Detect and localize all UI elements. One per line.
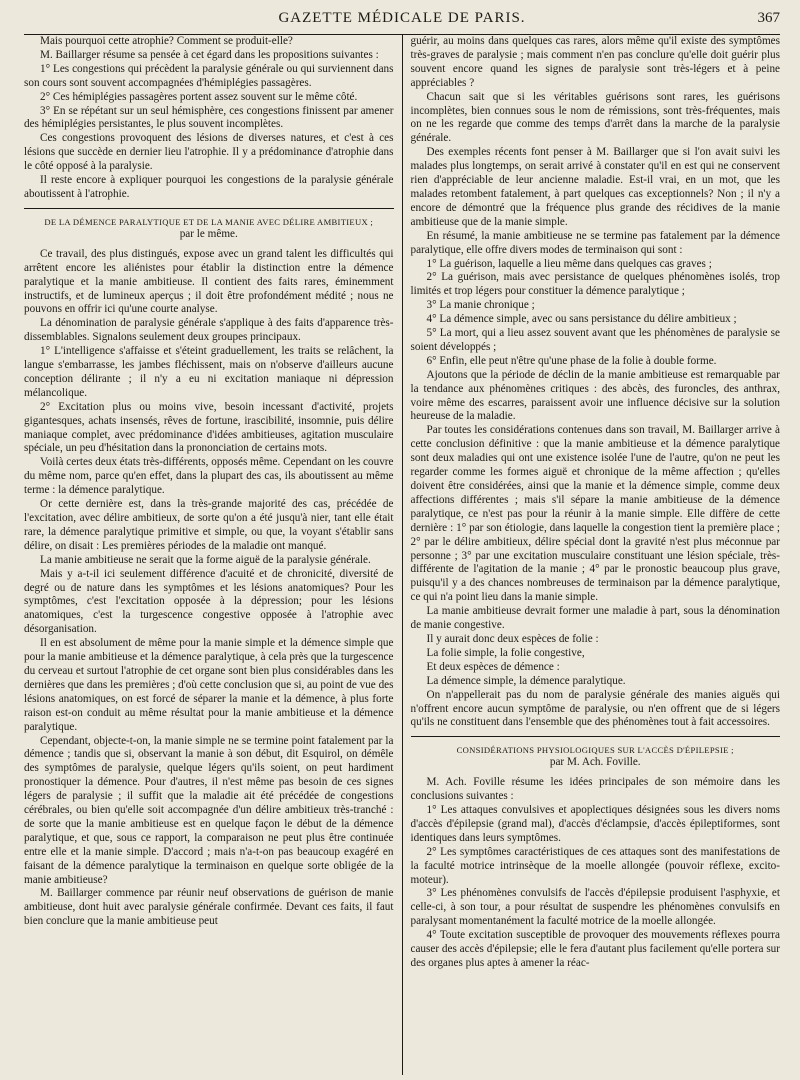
paragraph: Il en est absolument de même pour la manie simple et la démence simple que pour la manie ambitieuse et la démence paralytique, à cela près que la turgescence du cerveau et surtout l'atrophie de cet organe sont bien plus considérables dans les dernières que dans les premières ; d'où cette conclusion que si, au point de vue des lésions anatomiques, on est forcé de séparer la manie et la démence, à plus forte raison est-on conduit au même résultat pour la manie ambitieuse et la démence paralytique. — [24, 637, 394, 733]
paragraph: M. Baillarger commence par réunir neuf observations de guérison de manie ambitieuse, dont huit avec paralysie générale confirmée. Devant ces faits, il faut bien conclure que la manie ambitieuse peut — [24, 887, 394, 928]
paragraph: Ajoutons que la période de déclin de la manie ambitieuse est remarquable par la tendance aux phénomènes critiques : des abcès, des furoncles, des anthrax, voire même des escarres, paraissent avoir une influence décisive sur la solution heureuse de la maladie. — [410, 368, 780, 423]
paragraph: Par toutes les considérations contenues dans son travail, M. Baillarger arrive à cette conclusion définitive : que la manie ambitieuse et la démence paralytique sont deux maladies qui ont une existence isolée l'une de l'autre, qu'on ne peut les regarder comme les formes aiguë et chronique de la même affection ; qu'elles doivent être considérées, ainsi que la manie et la démence simple, comme deux affections différentes ; mais s'il sépare la manie ambitieuse de la démence paralytique, ce n'est pas pour la réunir à la manie simple. Elle diffère de cette dernière : 1° par son étiologie, dans laquelle la congestion tient la première place ; 2° par le délire ambitieux, délire spécial dont la gravité n'est plus méconnue par personne ; 3° par une excitation musculaire constituant une lésion spéciale, très-différente de l'agitation de la manie ; 4° par le pronostic beaucoup plus grave, puisqu'il y a des chances nombreuses de terminaison par la démence paralytique, ce qui n'a point lieu dans la manie simple. — [410, 424, 780, 604]
list-item: 1° Les attaques convulsives et apoplectiques désignées sous les divers noms d'accès d'épilepsie (grand mal), d'accès d'éclampsie, d'accès épileptiformes, sont identiques dans leurs symptômes. — [410, 804, 780, 844]
list-item: 2° Les symptômes caractéristiques de ces attaques sont des manifestations de la faculté motrice intrinsèque de la moelle allongée (pouvoir réflexe, excito-moteur). — [410, 845, 780, 886]
paragraph: 2° Excitation plus ou moins vive, besoin incessant d'activité, projets gigantesques, achats insensés, rêves de fortune, irascibilité, insomnie, puis délire maniaque complet, avec prédominance d'idées ambitieuses, agitation musculaire spéciale, un peu d'hésitation dans la prononciation de certains mots. — [24, 400, 394, 455]
left-column — [24, 35, 402, 1075]
paragraph: 2° Ces hémiplégies passagères portent assez souvent sur le même côté. — [40, 90, 358, 103]
paragraph: M. Baillarger résume sa pensée à cet égard dans les propositions suivantes : — [40, 48, 379, 61]
list-item: 4° La démence simple, avec ou sans persistance du délire ambitieux ; — [426, 313, 737, 326]
paragraph: Ce travail, des plus distingués, expose avec un grand talent les difficultés qui arrêtent encore les aliénistes pour établir la distinction entre la démence paralytique et la manie ambitieuse. Il contient des faits rares, éminemment instructifs, et de lumineux aperçus ; il doit être profondément médité ; nous ne pouvons en offrir ici qu'une courte analyse. — [24, 247, 394, 316]
paragraph: 1° L'intelligence s'affaisse et s'éteint graduellement, les traits se relâchent, la langue s'embarrasse, les jambes fléchissent, mais on n'observe d'ailleurs aucune conception délirante ; il n'y a eu ni excitation maniaque ni dépression mélancolique. — [24, 345, 394, 399]
paragraph: Et deux espèces de démence : — [426, 660, 560, 673]
paragraph: Des exemples récents font penser à M. Baillarger que si l'on avait suivi les malades plus longtemps, on serait arrivé à constater qu'il en est qui ne conservent rien d'appréciable de leur ancienne maladie. Est-il vrai, en un mot, que les malades retombent fatalement, à part quelques cas exceptionnels? Non ; il n'y a encore de démontré que la fréquence plus grande des récidives de la manie ambitieuse que de la manie simple. — [410, 146, 780, 228]
list-item: 2° La guérison, mais avec persistance de quelques phénomènes isolés, trop limités et trop légers pour constituer la démence paralytique ; — [410, 271, 780, 298]
paragraph: La dénomination de paralysie générale s'applique à des faits d'apparence très-dissemblables. Signalons seulement deux groupes principaux. — [24, 317, 394, 344]
paragraph: La manie ambitieuse ne serait que la forme aiguë de la paralysie générale. — [40, 553, 371, 566]
paragraph: Ces congestions provoquent des lésions de diverses natures, et c'est à ces lésions que succède en dernier lieu l'atrophie. Il y a prédominance d'atrophie dans le côté opposé à la paralysie. — [24, 132, 394, 173]
list-item: 5° La mort, qui a lieu assez souvent avant que les phénomènes de paralysie se soient développés ; — [410, 327, 780, 353]
paragraph: En résumé, la manie ambitieuse ne se termine pas fatalement par la démence paralytique, elle offre divers modes de terminaison qui sont : — [410, 229, 780, 256]
section-heading: CONSIDÉRATIONS PHYSIOLOGIQUES SUR L'ACCÈS D'ÉPILEPSIE ; — [456, 745, 734, 756]
right-column — [403, 35, 781, 1075]
paragraph: guérir, au moins dans quelques cas rares, alors même qu'il existe des symptômes très-graves de paralysie ; mais comment n'en pas conclure qu'elle doit guérir plus souvent encore quand les signes de paralysie sont très-légers et à peine appréciables ? — [410, 35, 780, 89]
paragraph: 3° En se répétant sur un seul hémisphère, ces congestions finissent par amener des hémiplégies persistantes, le plus souvent incomplètes. — [24, 104, 394, 131]
page-number: 367 — [757, 10, 780, 26]
list-item: 3° La manie chronique ; — [426, 299, 535, 312]
paragraph: On n'appellerait pas du nom de paralysie générale des manies aiguës qui n'offrent encore aucun symptôme de paralysie, ou n'en offrent que de si légers qu'ils ne constituent dans l'ensemble que des phénomènes tout à fait accessoires. — [410, 688, 780, 729]
list-item: 1° La guérison, laquelle a lieu même dans quelques cas graves ; — [426, 257, 712, 270]
paragraph: M. Ach. Foville résume les idées principales de son mémoire dans les conclusions suivantes : — [410, 776, 780, 803]
paragraph: La folie simple, la folie congestive, — [426, 646, 585, 659]
section-divider — [24, 208, 394, 209]
list-item: 4° Toute excitation susceptible de provoquer des mouvements réflexes pourra causer des accès d'épilepsie; elle le fera d'autant plus facilement qu'elle portera sur des organes plus aptes à amener la réac- — [410, 929, 780, 969]
section-author: par le même. — [179, 227, 238, 240]
paragraph: La démence simple, la démence paralytique. — [426, 674, 626, 687]
paragraph: Mais pourquoi cette atrophie? Comment se produit-elle? — [40, 35, 293, 47]
journal-title: GAZETTE MÉDICALE DE PARIS. — [278, 10, 526, 26]
paragraph: La manie ambitieuse devrait former une maladie à part, sous la dénomination de manie congestive. — [410, 605, 780, 632]
paragraph: Or cette dernière est, dans la très-grande majorité des cas, précédée de l'excitation, avec délire ambitieux, de sorte qu'on a été jusqu'à nier, tant elle était rare, la démence paralytique primitive et simple, ou que, la voyant s'établir sans délire, on disait : Les premières périodes de la maladie ont manqué. — [24, 498, 394, 552]
paragraph: Il reste encore à expliquer pourquoi les congestions de la paralysie générale aboutissent à l'atrophie. — [24, 174, 394, 200]
paragraph: Il y aurait donc deux espèces de folie : — [426, 632, 599, 645]
list-item: 6° Enfin, elle peut n'être qu'une phase de la folie à double forme. — [426, 354, 717, 367]
text-columns — [24, 35, 780, 1075]
section-author: par M. Ach. Foville. — [549, 756, 641, 769]
page-header — [24, 8, 780, 35]
paragraph: 1° Les congestions qui précèdent la paralysie générale ou qui surviennent dans son cours sont souvent accompagnées d'hémiplégies passagères. — [24, 62, 394, 89]
paragraph: Mais y a-t-il ici seulement différence d'acuité et de chronicité, diversité de degré ou de nature dans les symptômes et les lésions anatomiques? Pour les symptômes, c'est l'excitation opposée à la dépression; pour les lésions anatomiques, c'est la turgescence congestive opposée à l'atrophie avec désorganisation. — [24, 567, 394, 636]
section-heading: DE LA DÉMENCE PARALYTIQUE ET DE LA MANIE AVEC DÉLIRE AMBITIEUX ; — [44, 216, 374, 227]
paragraph: Chacun sait que si les véritables guérisons sont rares, les guérisons incomplètes, bien connues sous le nom de rémissions, sont très-fréquentes, mais on ne les regarde que comme des temps d'arrêt dans la marche de la paralysie générale. — [410, 90, 780, 145]
section-divider — [411, 736, 781, 737]
paragraph: Voilà certes deux états très-différents, opposés même. Cependant on les couvre du même nom, parce qu'en effet, dans la plupart des cas, ils aboutissent au même terme : la démence paralytique. — [24, 456, 394, 497]
list-item: 3° Les phénomènes convulsifs de l'accès d'épilepsie produisent l'asphyxie, et celle-ci, à son tour, a pour résultat de suspendre les phénomènes convulsifs en paralysant momentanément la faculté motrice de la moelle allongée. — [410, 887, 780, 928]
paragraph: Cependant, objecte-t-on, la manie simple ne se termine point fatalement par la démence ; tandis que si, observant la manie à son début, dit Esquirol, on démêle des symptômes de paralysie, quelque légers qu'ils soient, on peut hardiment pronostiquer la démence. Pour d'autres, il n'est même pas besoin de ces signes légers de paralysie ; il suffit que la maladie ait été précédée de congestions cérébrales, ou bien qu'elle soit accompagnée d'un délire ambitieux très-tranché : de sorte que la manie ambitieuse est en quelque façon le début de la démence paralytique, et que, sous ce rapport, la comparaison ne peut plus être continuée entre elle et la manie simple. D'accord ; mais n'a-t-on pas beaucoup exagéré en faisant de la démence paralytique la terminaison en quelque sorte obligée de la manie ambitieuse? — [24, 734, 394, 886]
